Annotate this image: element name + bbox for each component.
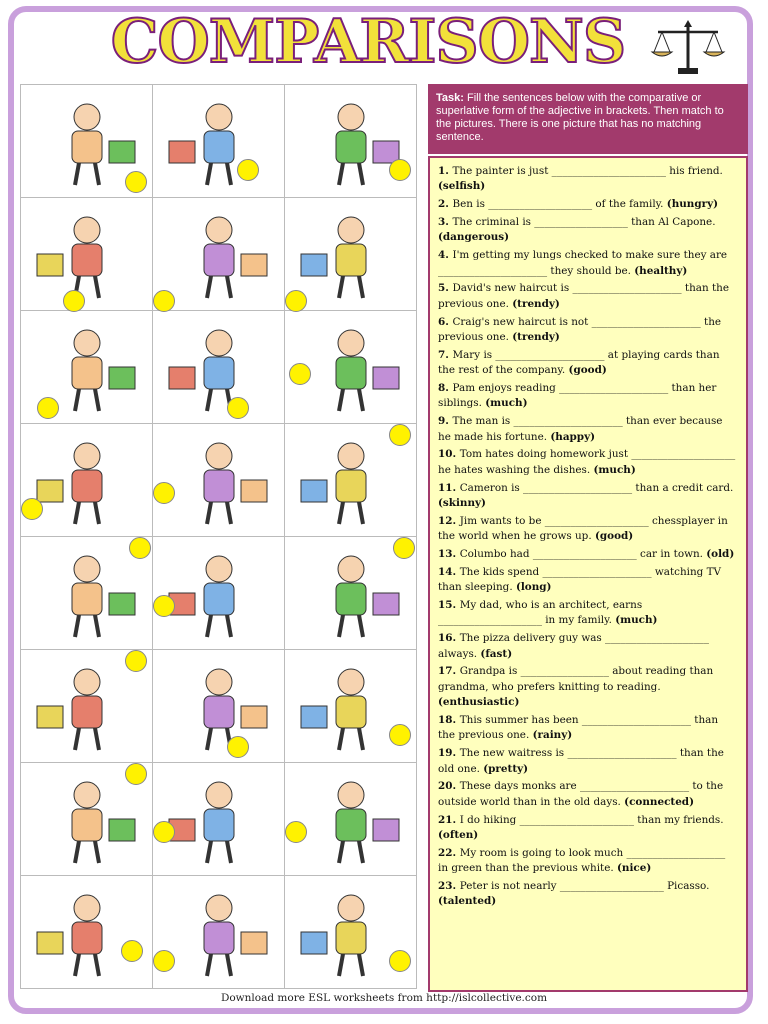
kids-watching-tv-picture [159,543,279,644]
sentence-adjective: (long) [515,581,552,594]
task-text: Fill the sentences below with the comparative or superlative form of the adjective in brackets. Then match to the pictures. There is one picture that has no matching sentence. [436,92,724,143]
sentence-item [438,879,738,910]
picture-cell [21,424,153,537]
sentence-adjective: (often) [438,829,479,842]
sentence-adjective: (much) [485,397,528,410]
sentence-adjective: (trendy) [512,331,560,344]
sentence-text[interactable]: David's new haircut is _____________________ than the previous one. [438,282,729,310]
sentence-item [438,197,738,212]
child-eating-in-highchair-picture [159,430,279,531]
picture-cell [153,311,285,424]
sentence-number: 6. [438,315,453,328]
sentence-number: 5. [438,282,453,295]
hiker-with-backpack-picture [27,543,147,644]
sentence-number: 1. [438,165,453,177]
picture-cell [285,198,417,311]
sentence-item [438,779,738,810]
answer-circle[interactable] [21,498,43,520]
sentence-item [438,381,738,412]
answer-circle[interactable] [125,650,147,672]
picture-cell [153,198,285,311]
sentence-item [438,348,738,379]
sentence-text[interactable]: Jim wants to be ____________________ chessplayer in the world when he grows up. [438,514,728,543]
answer-circle[interactable] [153,482,175,504]
sentence-number: 10. [438,448,460,461]
sentence-item [438,565,738,596]
sentence-adjective: (trendy) [512,297,560,310]
old-car-picture [27,882,147,983]
sentence-text[interactable]: Tom hates doing homework just ____________________ he hates washing the dishes. [438,448,736,476]
sentence-number: 9. [438,415,453,428]
answer-circle[interactable] [153,821,175,843]
sentence-number: 16. [438,632,460,645]
sentence-text[interactable]: The criminal is __________________ than Al Capone. [452,216,716,228]
picture-cell [21,876,153,989]
scales-icon [650,18,726,78]
answer-circle[interactable] [389,424,411,446]
sentence-text[interactable]: This summer has been _____________________ than the previous one. [438,714,719,742]
sentence-item [438,598,738,629]
sentence-number: 18. [438,714,460,727]
sentence-text[interactable]: Pam enjoys reading _____________________ than her siblings. [438,382,717,410]
sentence-number: 14. [438,565,460,578]
page-title: COMPARISONS [110,7,626,77]
sentence-number: 7. [438,348,453,361]
sentence-number: 23. [438,880,460,893]
pizza-delivery-man-picture [291,204,411,305]
sentence-text[interactable]: The pizza delivery guy was ____________________ always. [438,632,709,660]
picture-cell [21,537,153,650]
sentence-adjective: (much) [593,463,636,476]
sentence-number: 3. [438,216,453,228]
sentence-item [438,248,738,279]
sentence-item [438,746,738,777]
sentence-text[interactable]: Craig's new haircut is not _____________________ the previous one. [438,315,722,344]
sentence-adjective: (healthy) [634,264,688,277]
picture-cell [21,650,153,763]
picture-cell [153,85,285,198]
sentence-item [438,315,738,346]
sentence-number: 21. [438,813,460,826]
sentence-item [438,547,738,562]
answer-circle[interactable] [227,397,249,419]
sentence-adjective: (fast) [480,647,513,660]
sentence-number: 22. [438,846,460,859]
picture-cell [153,424,285,537]
answer-circle[interactable] [125,171,147,193]
sentence-text[interactable]: The man is _____________________ than ever because he made his fortune. [438,415,723,443]
graveyard-at-night-picture [27,656,147,757]
sentence-item [438,631,738,662]
sentence-adjective: (selfish) [438,180,486,193]
sentence-item [438,514,738,545]
task-box [428,84,748,154]
picture-cell [21,763,153,876]
answer-circle[interactable] [121,940,143,962]
two-snowmen-picture [291,430,411,531]
sentence-item [438,447,738,478]
sentence-number: 12. [438,514,460,527]
sentence-adjective: (hungry) [666,198,719,211]
sentence-number: 4. [438,249,453,262]
skinny-man-picture [159,91,279,192]
waitress-with-food-picture [159,769,279,870]
sentence-text[interactable]: The new waitress is _____________________ than the old one. [438,747,724,775]
sentence-adjective: (good) [568,364,607,377]
sentence-number: 20. [438,780,460,793]
sentence-number: 19. [438,747,460,760]
picture-cell [21,311,153,424]
answer-circle[interactable] [285,290,307,312]
monk-with-laptop-picture [27,769,147,870]
sentence-item [438,664,738,710]
sentence-adjective: (good) [594,530,634,543]
answer-circle[interactable] [153,950,175,972]
sentence-item [438,846,738,877]
answer-circle[interactable] [289,363,311,385]
answer-circle[interactable] [237,159,259,181]
sentence-text[interactable]: Peter is not nearly ____________________ Picasso. [459,880,710,893]
answer-circle[interactable] [389,724,411,746]
picture-cell [153,763,285,876]
sentence-item [438,281,738,312]
picture-grid [20,84,417,989]
sentence-item [438,813,738,844]
footer-text: Download more ESL worksheets from http://islcollective.com [220,992,548,1004]
answer-circle[interactable] [153,290,175,312]
picture-cell [285,876,417,989]
sentence-text[interactable]: Mary is _____________________ at playing cards than the rest of the company. [438,348,720,377]
sentence-number: 8. [438,382,453,395]
sentence-item [438,164,738,195]
answer-circle[interactable] [125,763,147,785]
sentence-adjective: (enthusiastic) [438,696,520,709]
sentence-text[interactable]: The kids spend _____________________ watching TV than sleeping. [438,565,722,594]
sentence-adjective: (dangerous) [438,231,510,244]
answer-circle[interactable] [37,397,59,419]
sentence-adjective: (talented) [438,895,497,908]
picture-cell [285,763,417,876]
boy-playing-chess-picture [27,204,147,305]
picture-cell [153,537,285,650]
sentence-number: 2. [438,198,453,211]
sentence-item [438,481,738,512]
picture-cell [285,424,417,537]
man-in-rain-picture [291,769,411,870]
sentence-text[interactable]: Cameron is _____________________ than a credit card. [459,481,734,494]
sentence-list [428,156,748,992]
picture-cell [21,198,153,311]
answer-circle[interactable] [389,159,411,181]
two-painters-picture [27,430,147,531]
sentence-number: 11. [438,481,460,494]
sentence-adjective: (happy) [550,430,596,443]
answer-circle[interactable] [63,290,85,312]
sentence-adjective: (much) [615,614,658,627]
sentence-text[interactable]: These days monks are _____________________ to the outside world than in the old days. [438,780,724,808]
sentence-adjective: (nice) [617,862,652,875]
answer-circle[interactable] [389,950,411,972]
sentence-text[interactable]: I'm getting my lungs checked to make sure they are _____________________ they should be. [438,249,728,277]
people-playing-cards-picture [159,882,279,983]
sentence-adjective: (skinny) [438,497,486,510]
sentence-adjective: (pretty) [483,762,529,775]
boy-painting-easel-picture [291,543,411,644]
sentence-number: 17. [438,665,460,678]
sentence-adjective: (connected) [624,795,694,808]
sentence-text[interactable]: My room is going to look much ___________________ in green than the previous white. [438,846,726,875]
picture-cell [285,85,417,198]
answer-circle[interactable] [153,595,175,617]
picture-cell [21,85,153,198]
sentence-adjective: (rainy) [532,729,573,742]
picture-cell [153,650,285,763]
sentence-text[interactable]: Columbo had ____________________ car in town. [459,548,707,561]
sentence-item [438,414,738,445]
sentence-item [438,215,738,246]
answer-circle[interactable] [285,821,307,843]
picture-cell [285,311,417,424]
answer-circle[interactable] [393,537,415,559]
sentence-number: 13. [438,548,460,561]
picture-cell [285,650,417,763]
picture-cell [153,876,285,989]
sentence-text[interactable]: I do hiking ______________________ than my friends. [459,813,724,826]
happy-rich-man-picture [159,656,279,757]
sentence-item [438,713,738,744]
sentence-text[interactable]: Ben is ____________________ of the family. [452,198,667,211]
task-label: Task: [436,92,464,104]
answer-circle[interactable] [129,537,151,559]
sentence-text[interactable]: Grandpa is _________________ about reading than grandma, who prefers knitting to reading. [438,665,714,693]
man-reading-in-armchair-picture [159,204,279,305]
sentence-adjective: (old) [706,548,735,561]
sentence-text[interactable]: My dad, who is an architect, earns ____________________ in my family. [438,599,643,627]
picture-cell [285,537,417,650]
sentence-text[interactable]: The painter is just ______________________ his friend. [452,165,723,177]
sentence-number: 15. [438,599,460,612]
hairdresser-cutting-hair-picture [159,317,279,418]
answer-circle[interactable] [227,736,249,758]
